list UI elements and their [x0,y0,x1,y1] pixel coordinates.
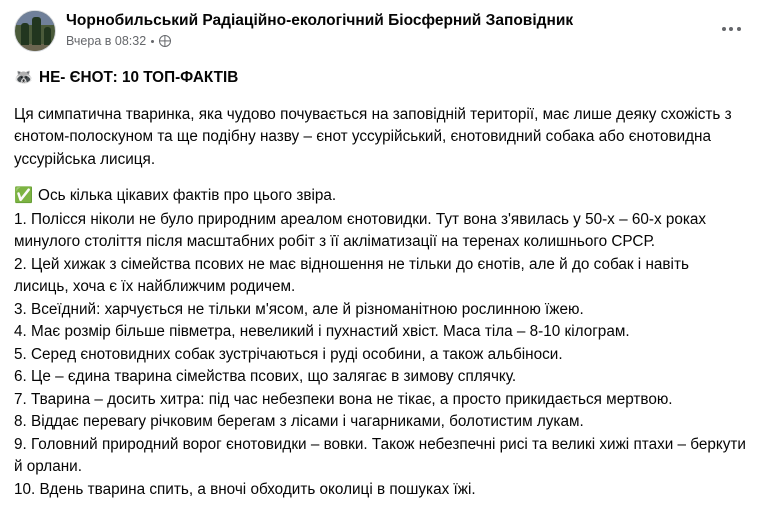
list-item: 6. Це – єдина тварина сімейства псових, що залягає в зимову сплячку. [14,368,517,385]
page-name[interactable]: Чорнобильський Радіаційно-екологічний Біосферний Заповідник [66,12,574,29]
post-header [14,10,747,52]
post-header-text [66,10,573,49]
list-item: 9. Головний природний ворог єнотовидки – вовки. Також небезпечні рисі та великі хижі птахи – беркути й орлани. [14,435,746,475]
ellipsis-icon-dot [737,27,741,31]
post-timestamp[interactable]: Вчера в 08:32 [66,34,147,48]
globe-icon [159,35,171,47]
avatar-ground [15,44,55,51]
raccoon-icon: 🦝 [14,68,34,86]
post-meta [66,33,573,49]
list-item: 1. Полісся ніколи не було природним ареалом єнотовидки. Тут вона з'явилась у 50-х – 60-х роках минулого століття після масштабних робіт з її акліматизації на теренах колишнього СРСР. [14,210,707,250]
post-headline-text: НЕ- ЄНОТ: 10 ТОП-ФАКТІВ [39,69,239,86]
list-item: 7. Тварина – досить хитра: під час небезпеки вона не тікає, а просто прикидається мертвою. [14,390,673,408]
list-item: 2. Цей хижак з сімейства псових не має відношення не тільки до єнотів, але й до собак і навіть лисиць, хоча є їх найближчим родичем. [14,255,689,295]
facts-intro-text: Ось кілька цікавих фактів про цього звіра. [38,187,337,204]
post-headline [14,66,747,90]
list-item: 3. Всеїдний: харчується не тільки м'ясом, але й різноманітною рослинною їжею. [14,300,584,318]
avatar-tree-icon [21,23,29,45]
ellipsis-icon-dot [729,27,733,31]
check-mark-icon: ✅ [14,186,34,204]
list-item: 8. Віддає переваrу річковим берегам з лісами і чагарниками, болотистим лукам. [14,413,584,430]
avatar-tree-icon [32,17,41,45]
more-options-button[interactable] [715,16,747,42]
list-item: 4. Має розмір більше півметра, невеликий і пухнастий хвіст. Маса тіла – 8-10 кілограм. [14,323,630,340]
facts-intro [14,184,747,208]
ellipsis-icon-dot [722,27,726,31]
list-item: 10. Вдень тварина спить, а вночі обходить околиці в пошуках їжі. [14,480,476,498]
avatar[interactable] [14,10,56,52]
list-item: 5. Серед єнотовидних собак зустрічаються і руді особини, а також альбіноси. [14,345,563,363]
post-body [14,66,747,501]
post-intro-paragraph: Ця симпатична тваринка, яка чудово почувається на заповідній території, має лише деяку схожість з єнотом-полоскуном та ще подібну назву – єнот уссурійський, єнотовидний собака або єнотовидна уссурійська лисиця. [14,105,732,168]
meta-separator-dot [151,40,154,43]
avatar-tree-icon [44,27,51,45]
